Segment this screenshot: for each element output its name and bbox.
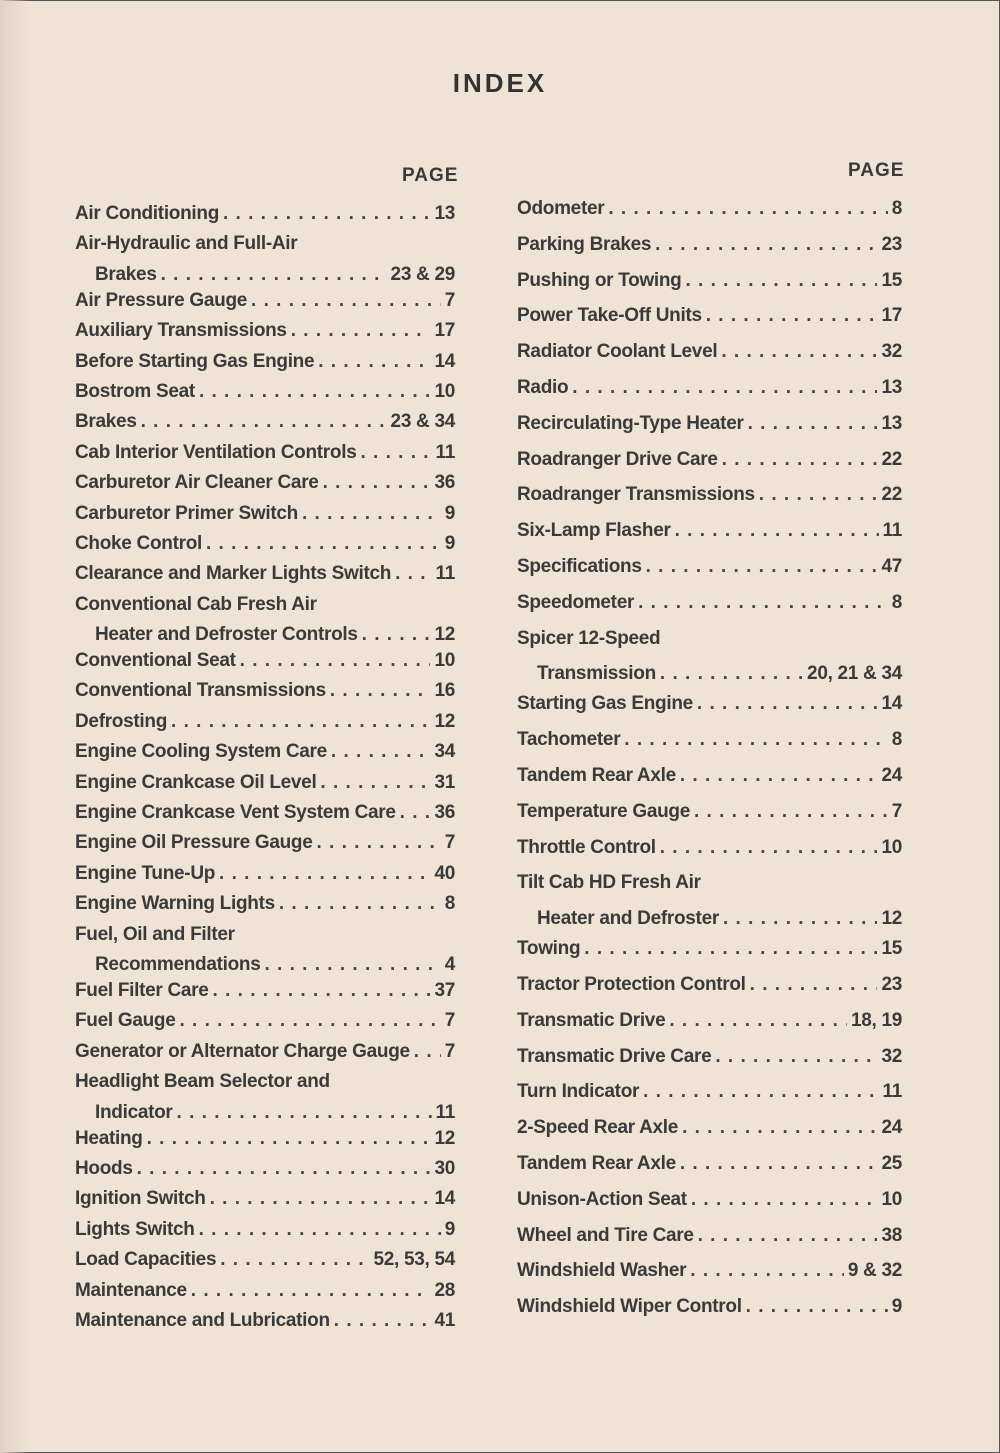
index-entry — [517, 449, 902, 485]
entry-page-number: 10 — [881, 836, 902, 858]
entry-label: Windshield Washer — [517, 1260, 687, 1282]
index-entry — [75, 1188, 455, 1218]
index-entry — [517, 413, 902, 449]
entry-label: Auxiliary Transmissions — [75, 320, 287, 342]
dot-leader — [643, 1081, 878, 1103]
index-entry — [517, 1189, 902, 1225]
dot-leader — [608, 198, 887, 220]
entry-page-number: 20, 21 & 34 — [807, 663, 902, 685]
page-title: INDEX — [452, 68, 548, 98]
index-entry — [517, 1117, 902, 1153]
index-entry — [517, 837, 902, 873]
dot-leader — [572, 377, 877, 399]
entry-page-number: 9 & 32 — [847, 1260, 902, 1282]
index-entry — [517, 198, 902, 234]
entry-label: Pushing or Towing — [517, 269, 682, 291]
dot-leader — [360, 442, 431, 464]
entry-page-number: 15 — [881, 269, 902, 291]
entry-page-number: 22 — [881, 484, 902, 506]
index-entry — [75, 533, 455, 563]
dot-leader — [715, 1046, 877, 1068]
entry-label: Clearance and Marker Lights Switch — [75, 563, 392, 585]
entry-label: Choke Control — [75, 532, 202, 554]
dot-leader — [161, 264, 387, 286]
index-entry — [517, 872, 902, 938]
entry-page-number: 14 — [881, 693, 902, 715]
entry-page-number: 8 — [891, 591, 902, 613]
index-entry — [75, 1249, 455, 1279]
dot-leader — [680, 1153, 878, 1175]
entry-label: Conventional Cab Fresh Air — [75, 593, 317, 615]
dot-leader — [179, 1010, 440, 1032]
index-entry — [75, 832, 455, 862]
dot-leader — [697, 693, 878, 715]
index-entry — [75, 650, 455, 680]
entry-page-number: 30 — [434, 1157, 455, 1179]
index-entry — [75, 290, 455, 320]
entry-label: Indicator — [95, 1101, 173, 1123]
entry-page-number: 7 — [444, 1010, 455, 1032]
entry-page-number: 10 — [881, 1188, 902, 1210]
index-entry — [517, 556, 902, 592]
entry-label: Heater and Defroster — [537, 908, 719, 930]
entry-page-number: 17 — [881, 305, 902, 327]
entry-page-number: 15 — [881, 938, 902, 960]
dot-leader — [279, 893, 441, 915]
entry-label: Fuel Gauge — [75, 1010, 176, 1032]
entry-page-number: 12 — [881, 908, 902, 930]
dot-leader — [706, 305, 878, 327]
dot-leader — [723, 908, 878, 930]
dot-leader — [395, 563, 431, 585]
entry-label: Tractor Protection Control — [517, 973, 746, 995]
index-entry — [75, 1041, 455, 1071]
dot-leader — [331, 741, 431, 763]
dot-leader — [251, 290, 441, 312]
entry-page-number: 25 — [881, 1152, 902, 1174]
page-column-header-left: PAGE — [402, 165, 459, 186]
dot-leader — [638, 592, 888, 614]
entry-label: Headlight Beam Selector and — [75, 1071, 330, 1093]
entry-label: Hoods — [75, 1157, 133, 1179]
index-entry — [517, 520, 902, 556]
dot-leader — [199, 381, 431, 403]
index-entry — [75, 503, 455, 533]
dot-leader — [746, 1296, 888, 1318]
entry-page-number: 7 — [444, 832, 455, 854]
dot-leader — [682, 1117, 877, 1139]
index-entry — [75, 680, 455, 710]
entry-page-number: 14 — [434, 350, 455, 372]
index-entry — [517, 1260, 902, 1296]
dot-leader — [334, 1310, 431, 1332]
entry-page-number: 18, 19 — [850, 1009, 902, 1031]
entry-page-number: 22 — [881, 448, 902, 470]
entry-page-number: 11 — [882, 1081, 902, 1103]
entry-page-number: 12 — [434, 624, 455, 646]
index-entry — [75, 1158, 455, 1188]
dot-leader — [206, 533, 441, 555]
dot-leader — [171, 711, 430, 733]
entry-label: Engine Cooling System Care — [75, 741, 327, 763]
index-entry — [517, 341, 902, 377]
entry-label: Parking Brakes — [517, 233, 652, 255]
entry-page-number: 8 — [891, 198, 902, 219]
index-column-left — [75, 203, 455, 1340]
entry-label: Speedometer — [517, 591, 635, 613]
entry-page-number: 7 — [891, 800, 902, 822]
index-entry — [517, 729, 902, 765]
entry-label: Load Capacities — [75, 1249, 217, 1271]
dot-leader — [675, 520, 879, 542]
dot-leader — [694, 801, 888, 823]
entry-page-number: 14 — [434, 1188, 455, 1210]
entry-label: Air-Hydraulic and Full-Air — [75, 233, 298, 255]
entry-page-number: 52, 53, 54 — [373, 1249, 455, 1271]
index-entry — [517, 693, 902, 729]
dot-leader — [722, 449, 878, 471]
dot-leader — [223, 203, 430, 225]
entry-page-number: 8 — [444, 893, 455, 915]
entry-page-number: 38 — [881, 1224, 902, 1246]
entry-label: Engine Crankcase Vent System Care — [75, 802, 396, 824]
entry-page-number: 11 — [882, 520, 902, 542]
dot-leader — [141, 411, 387, 433]
entry-page-number: 13 — [881, 412, 902, 434]
dot-leader — [240, 650, 431, 672]
entry-page-number: 12 — [434, 710, 455, 732]
index-entry — [517, 270, 902, 306]
entry-label: Recirculating-Type Heater — [517, 412, 744, 434]
index-entry — [517, 234, 902, 270]
entry-page-number: 24 — [881, 764, 902, 786]
index-entry — [75, 472, 455, 502]
index-entry — [75, 1010, 455, 1040]
index-entry — [75, 594, 455, 650]
entry-label: Unison-Action Seat — [517, 1188, 687, 1210]
dot-leader — [698, 1225, 878, 1247]
index-entry — [75, 1071, 455, 1127]
entry-page-number: 13 — [434, 203, 455, 224]
index-entry — [517, 592, 902, 628]
entry-label: Turn Indicator — [517, 1081, 640, 1103]
index-entry — [75, 980, 455, 1010]
index-column-right — [517, 198, 902, 1332]
entry-page-number: 31 — [434, 771, 455, 793]
entry-page-number: 23 — [881, 233, 902, 255]
entry-label: Recommendations — [95, 953, 261, 975]
entry-label: Temperature Gauge — [517, 800, 690, 822]
entry-page-number: 41 — [434, 1309, 455, 1331]
entry-page-number: 12 — [434, 1127, 455, 1149]
dot-leader — [318, 351, 430, 373]
entry-label: Conventional Transmissions — [75, 680, 326, 702]
entry-page-number: 4 — [444, 953, 455, 975]
index-entry — [517, 1081, 902, 1117]
dot-leader — [721, 341, 877, 363]
dot-leader — [680, 765, 878, 787]
index-entry — [75, 1280, 455, 1310]
dot-leader — [759, 484, 878, 506]
entry-page-number: 10 — [434, 380, 455, 402]
entry-page-number: 13 — [881, 376, 902, 398]
entry-page-number: 9 — [444, 1218, 455, 1240]
entry-label: Engine Tune-Up — [75, 862, 216, 884]
dot-leader — [690, 1260, 844, 1282]
entry-label: Carburetor Primer Switch — [75, 502, 298, 524]
entry-label: Tandem Rear Axle — [517, 1152, 676, 1174]
entry-label: Throttle Control — [517, 836, 656, 858]
index-entry — [517, 974, 902, 1010]
entry-label: Radiator Coolant Level — [517, 341, 718, 363]
dot-leader — [220, 1249, 369, 1271]
entry-label: Lights Switch — [75, 1218, 195, 1240]
index-entry — [517, 628, 902, 694]
entry-page-number: 47 — [881, 555, 902, 577]
dot-leader — [685, 270, 877, 292]
index-entry — [75, 442, 455, 472]
dot-leader — [219, 863, 430, 885]
index-entry — [75, 411, 455, 441]
entry-label: Defrosting — [75, 710, 168, 732]
entry-page-number: 23 & 29 — [390, 263, 455, 285]
dot-leader — [177, 1102, 432, 1124]
dot-leader — [362, 624, 431, 646]
entry-label: Engine Warning Lights — [75, 893, 275, 915]
dot-leader — [199, 1219, 441, 1241]
entry-label: Windshield Wiper Control — [517, 1296, 742, 1318]
entry-page-number: 24 — [881, 1117, 902, 1139]
index-entry — [517, 1046, 902, 1082]
page-column-header-right: PAGE — [848, 160, 905, 181]
index-entry — [517, 801, 902, 837]
dot-leader — [264, 954, 440, 976]
index-entry — [75, 863, 455, 893]
dot-leader — [302, 503, 441, 525]
dot-leader — [147, 1128, 431, 1150]
index-entry — [75, 320, 455, 350]
index-entry — [517, 1225, 902, 1261]
index-entry — [75, 563, 455, 593]
entry-page-number: 17 — [434, 320, 455, 342]
entry-label: Transmatic Drive — [517, 1009, 666, 1031]
entry-page-number: 8 — [891, 729, 902, 751]
index-entry — [75, 1310, 455, 1340]
entry-page-number: 23 & 34 — [390, 411, 455, 433]
dot-leader — [669, 1010, 847, 1032]
dot-leader — [330, 680, 431, 702]
entry-label: Tandem Rear Axle — [517, 764, 676, 786]
entry-label: Specifications — [517, 555, 642, 577]
entry-label: Tilt Cab HD Fresh Air — [517, 872, 701, 894]
dot-leader — [213, 980, 431, 1002]
index-entry — [517, 938, 902, 974]
index-entry — [75, 711, 455, 741]
entry-page-number: 10 — [434, 650, 455, 672]
index-entry — [75, 772, 455, 802]
index-entry — [517, 484, 902, 520]
entry-label: Wheel and Tire Care — [517, 1224, 694, 1246]
index-entry — [75, 1128, 455, 1158]
entry-label: Fuel, Oil and Filter — [75, 923, 235, 945]
entry-page-number: 11 — [435, 441, 455, 463]
dot-leader — [624, 729, 887, 751]
dot-leader — [584, 938, 877, 960]
entry-label: Bostrom Seat — [75, 380, 195, 402]
dot-leader — [323, 472, 431, 494]
dot-leader — [137, 1158, 431, 1180]
entry-label: Fuel Filter Care — [75, 979, 209, 1001]
index-entry — [75, 802, 455, 832]
dot-leader — [750, 974, 878, 996]
entry-page-number: 7 — [444, 289, 455, 311]
entry-page-number: 11 — [435, 1101, 455, 1123]
dot-leader — [320, 772, 430, 794]
dot-leader — [316, 832, 440, 854]
dot-leader — [646, 556, 878, 578]
binding-shadow — [0, 0, 30, 1453]
index-entry — [75, 351, 455, 381]
entry-label: Tachometer — [517, 729, 621, 751]
entry-label: Power Take-Off Units — [517, 305, 702, 327]
entry-label: Roadranger Drive Care — [517, 448, 718, 470]
entry-label: Heating — [75, 1127, 143, 1149]
index-entry — [517, 377, 902, 413]
index-entry — [517, 1010, 902, 1046]
dot-leader — [414, 1041, 441, 1063]
index-entry — [75, 1219, 455, 1249]
entry-label: Spicer 12-Speed — [517, 627, 661, 649]
entry-page-number: 28 — [434, 1279, 455, 1301]
index-entry — [517, 1296, 902, 1332]
entry-label: Before Starting Gas Engine — [75, 350, 315, 372]
entry-label: Cab Interior Ventilation Controls — [75, 441, 357, 463]
entry-label: Carburetor Air Cleaner Care — [75, 472, 319, 494]
entry-label: Transmission — [537, 663, 656, 685]
dot-leader — [191, 1280, 431, 1302]
entry-page-number: 34 — [434, 741, 455, 763]
dot-leader — [691, 1189, 878, 1211]
index-entry — [517, 1153, 902, 1189]
dot-leader — [660, 837, 878, 859]
entry-page-number: 9 — [444, 532, 455, 554]
entry-label: Towing — [517, 938, 581, 960]
entry-label: Brakes — [95, 263, 157, 285]
entry-page-number: 9 — [444, 502, 455, 524]
entry-label: Conventional Seat — [75, 650, 236, 672]
index-entry — [75, 381, 455, 411]
entry-page-number: 32 — [881, 341, 902, 363]
dot-leader — [210, 1188, 431, 1210]
entry-label: 2-Speed Rear Axle — [517, 1117, 679, 1139]
entry-label: Radio — [517, 376, 569, 398]
index-entry — [75, 741, 455, 771]
dot-leader — [660, 663, 803, 685]
entry-label: Generator or Alternator Charge Gauge — [75, 1040, 410, 1062]
dot-leader — [291, 320, 431, 342]
entry-page-number: 16 — [434, 680, 455, 702]
entry-page-number: 36 — [434, 472, 455, 494]
dot-leader — [655, 234, 877, 256]
entry-page-number: 7 — [444, 1040, 455, 1062]
entry-label: Starting Gas Engine — [517, 693, 693, 715]
entry-label: Roadranger Transmissions — [517, 484, 755, 506]
dot-leader — [748, 413, 878, 435]
entry-label: Engine Crankcase Oil Level — [75, 771, 317, 793]
entry-label: Air Conditioning — [75, 203, 219, 224]
entry-label: Brakes — [75, 411, 137, 433]
dot-leader — [400, 802, 431, 824]
entry-page-number: 9 — [891, 1296, 902, 1318]
entry-label: Heater and Defroster Controls — [95, 624, 358, 646]
entry-label: Maintenance and Lubrication — [75, 1309, 330, 1331]
index-entry — [75, 203, 455, 233]
entry-label: Odometer — [517, 198, 605, 219]
entry-page-number: 36 — [434, 802, 455, 824]
entry-label: Ignition Switch — [75, 1188, 206, 1210]
index-entry — [517, 765, 902, 801]
entry-page-number: 23 — [881, 973, 902, 995]
index-entry — [75, 893, 455, 923]
entry-page-number: 11 — [435, 563, 455, 585]
index-entry — [517, 305, 902, 341]
entry-page-number: 37 — [434, 979, 455, 1001]
entry-label: Six-Lamp Flasher — [517, 520, 671, 542]
index-entry — [75, 924, 455, 980]
entry-label: Transmatic Drive Care — [517, 1045, 712, 1067]
entry-label: Air Pressure Gauge — [75, 289, 248, 311]
entry-page-number: 40 — [434, 862, 455, 884]
entry-label: Maintenance — [75, 1279, 187, 1301]
index-entry — [75, 233, 455, 289]
entry-page-number: 32 — [881, 1045, 902, 1067]
entry-label: Engine Oil Pressure Gauge — [75, 832, 313, 854]
